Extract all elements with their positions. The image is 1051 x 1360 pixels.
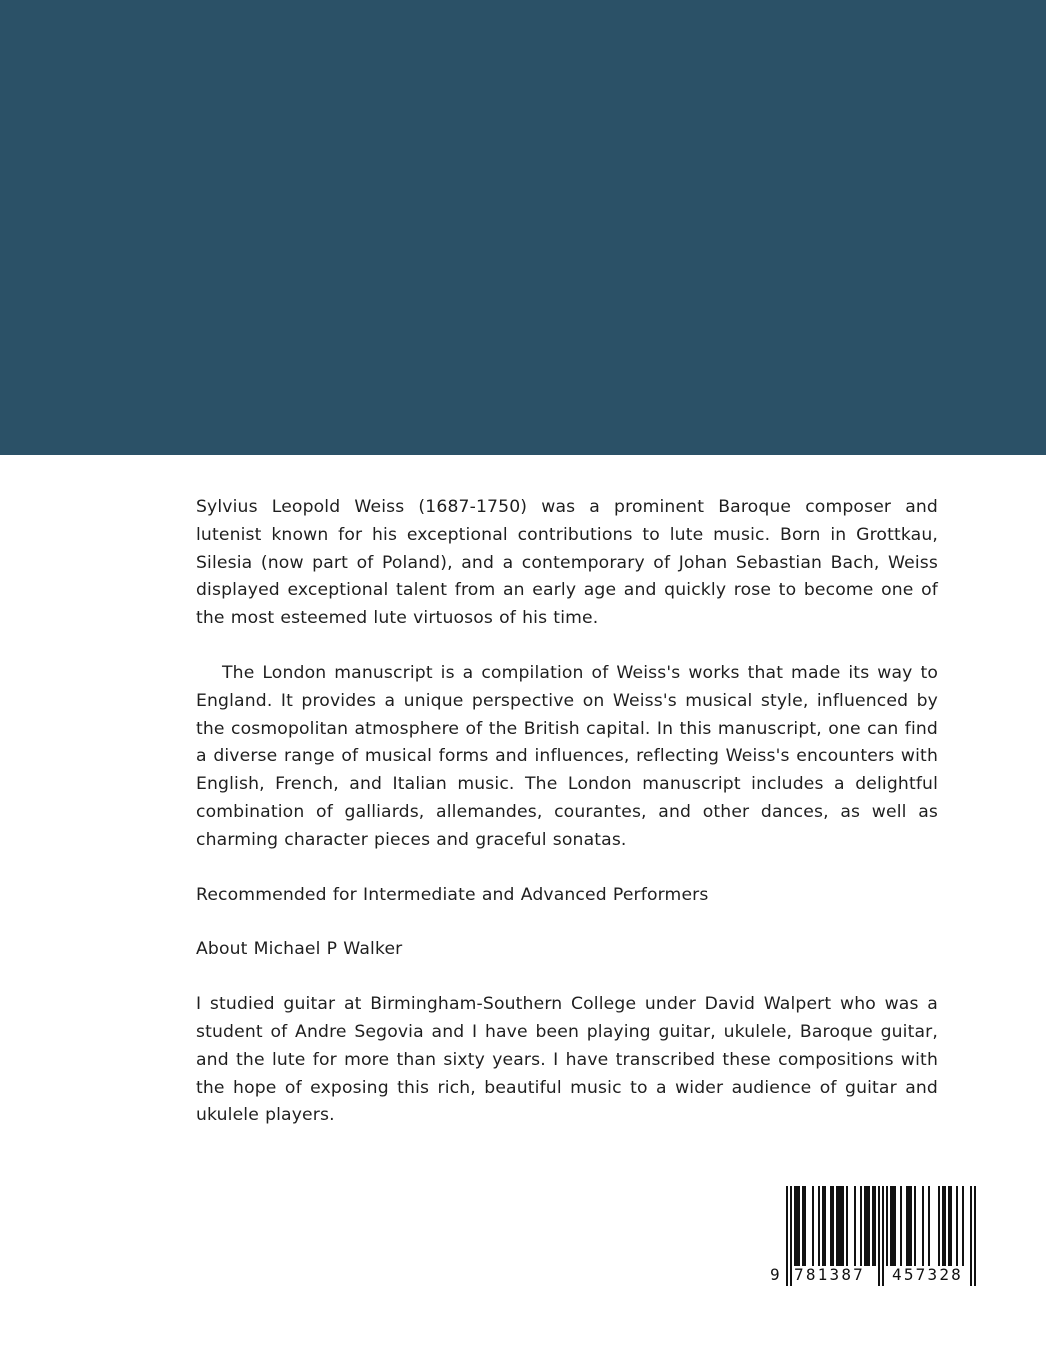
- barcode-bar: [962, 1186, 964, 1266]
- barcode-bar: [798, 1186, 800, 1266]
- barcode-bar: [970, 1186, 972, 1286]
- barcode-bar: [846, 1186, 848, 1266]
- barcode-bar: [804, 1186, 806, 1266]
- barcode-bar: [974, 1186, 976, 1286]
- barcode-bar: [882, 1186, 884, 1286]
- barcode-bar: [908, 1186, 910, 1266]
- barcode-bar: [878, 1186, 880, 1286]
- barcode-bar: [838, 1186, 840, 1266]
- barcode-bar: [790, 1186, 792, 1286]
- barcode-bar: [796, 1186, 798, 1266]
- author-bio-paragraph: I studied guitar at Birmingham-Southern College under David Walpert who was a student of Andre Segovia and I have been playing guitar, ukulele, Baroque guitar, and the lute for more than sixty years. I have transcribed these compositions with the hope of exposing this rich, beautiful music to a wider audience of guitar and ukulele players.: [196, 994, 938, 1126]
- barcode-bar: [818, 1186, 820, 1266]
- intro-paragraph: Sylvius Leopold Weiss (1687-1750) was a prominent Baroque composer and lutenist known for his exceptional contributions to lute music. Born in Grottkau, Silesia (now part of Poland), and a contemporary of Johan Sebastian Bach, Weiss displayed exceptional talent from an early age and quickly rose to become one of the most esteemed lute virtuosos of his time.: [196, 497, 938, 629]
- recommendation-line: Recommended for Intermediate and Advanced Performers: [196, 884, 709, 905]
- barcode-bar: [836, 1186, 838, 1266]
- barcode-bar: [794, 1186, 796, 1266]
- barcode-bar: [886, 1186, 888, 1266]
- barcode-bar: [830, 1186, 832, 1266]
- barcode-bar: [922, 1186, 924, 1266]
- barcode-bar: [842, 1186, 844, 1266]
- barcode-bar: [906, 1186, 908, 1266]
- barcode-bar: [864, 1186, 866, 1266]
- barcode-bar: [812, 1186, 814, 1266]
- barcode-bar: [824, 1186, 826, 1266]
- barcode-bar: [854, 1186, 856, 1266]
- barcode-bar: [892, 1186, 894, 1266]
- barcode-bar: [950, 1186, 952, 1266]
- barcode-bar: [942, 1186, 944, 1266]
- manuscript-paragraph: The London manuscript is a compilation of Weiss's works that made its way to England. It provides a unique perspective on Weiss's musical style, influenced by the cosmopolitan atmosphere of the British capital. In this manuscript, one can find a diverse range of musical forms and influences, reflecting Weiss's encounters with English, French, and Italian music. The London manuscript includes a delightful combination of galliards, allemandes, courantes, and other dances, as well as charming character pieces and graceful sonatas.: [196, 662, 938, 850]
- barcode-right-digits: 457328: [892, 1265, 963, 1284]
- description-text: [196, 494, 938, 1130]
- barcode-bar: [938, 1186, 940, 1266]
- barcode-bar: [860, 1186, 862, 1266]
- barcode-bar: [786, 1186, 788, 1286]
- barcode-left-digits: 781387: [794, 1265, 865, 1284]
- header-color-band: [0, 0, 1046, 455]
- barcode-bar: [822, 1186, 824, 1266]
- about-heading: About Michael P Walker: [196, 939, 403, 960]
- barcode-first-digit: 9: [770, 1265, 780, 1284]
- barcode-bar: [802, 1186, 804, 1266]
- barcode-bar: [914, 1186, 916, 1266]
- barcode-bar: [910, 1186, 912, 1266]
- barcode-bar: [868, 1186, 870, 1266]
- barcode-bar: [866, 1186, 868, 1266]
- barcode-bar: [890, 1186, 892, 1266]
- barcode-bar: [894, 1186, 896, 1266]
- barcode-bar: [928, 1186, 930, 1266]
- barcode-bar: [872, 1186, 874, 1266]
- barcode-bar: [874, 1186, 876, 1266]
- barcode-bar: [948, 1186, 950, 1266]
- isbn-barcode: [770, 1186, 982, 1288]
- barcode-bar: [944, 1186, 946, 1266]
- barcode-bar: [900, 1186, 902, 1266]
- barcode-bar: [840, 1186, 842, 1266]
- barcode-bar: [832, 1186, 834, 1266]
- barcode-bar: [956, 1186, 958, 1266]
